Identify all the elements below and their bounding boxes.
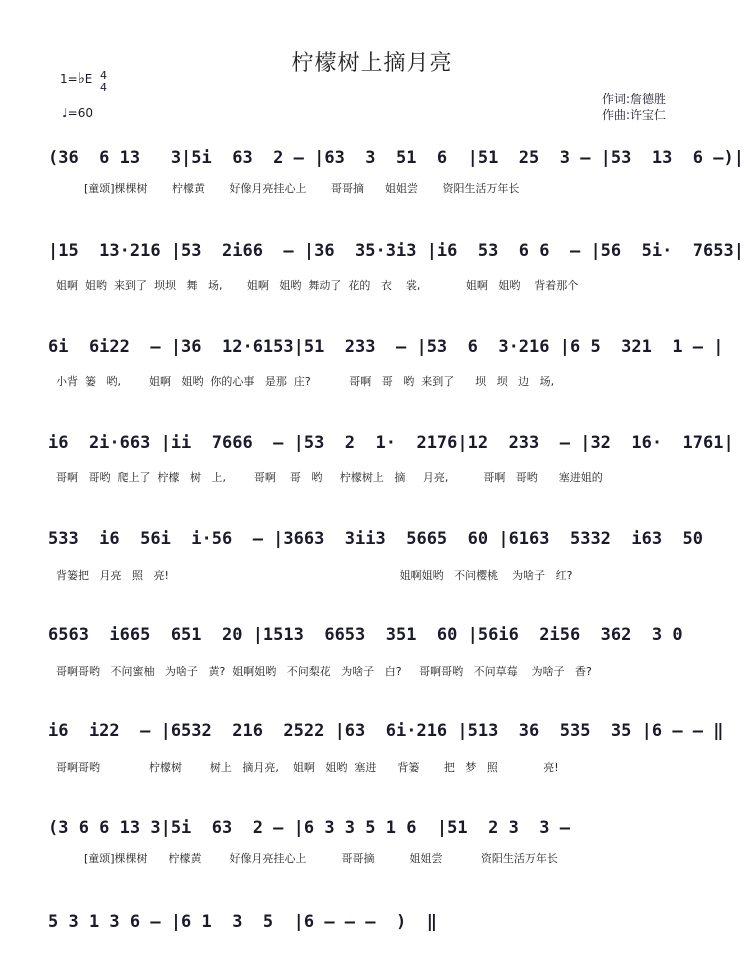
- music-line-7: [0, 721, 744, 774]
- notation-row: (3 6 6 13 3|5i 63 2 – |6 3 3 5 1 6 |51 2 3 3 –: [48, 818, 581, 838]
- notation-row: (36 6 13 3|5i 63 2 – |63 3 51 6 |51 25 3 – |53 13 6 –)|: [48, 148, 744, 168]
- notation-row: i6 2i·663 |ii 7666 – |53 2 1· 2176|12 233 – |32 16· 1761|: [48, 433, 734, 453]
- tempo-value: =60: [67, 106, 93, 120]
- music-line-2: [0, 241, 744, 292]
- notation-row: |15 13·216 |53 2i66 – |36 35·3i3 |i6 53 6 6 – |56 5i· 7653|: [48, 241, 744, 261]
- notation-row: 6i 6i22 – |36 12·6153|51 233 – |53 6 3·216 |6 5 321 1 – |: [48, 337, 724, 357]
- tempo-marking: [62, 106, 93, 120]
- time-signature: [100, 70, 107, 94]
- lyrics-row: 哥啊哥哟 柠檬树 树上 摘月亮, 姐啊 姐哟 塞进 背篓 把 梦 照 亮!: [56, 761, 559, 774]
- lyricist-credit: 作词:詹德胜: [602, 92, 667, 106]
- time-denominator: 4: [100, 81, 107, 94]
- music-line-9: [0, 912, 744, 952]
- key-signature: [60, 69, 107, 94]
- lyrics-row: 哥啊 哥哟 爬上了 柠檬 树 上, 哥啊 哥 哟 柠檬树上 摘 月亮, 哥啊 哥哟 塞进姐的: [56, 471, 603, 484]
- key-prefix: 1=: [60, 72, 78, 86]
- flat-icon: ♭: [77, 69, 85, 87]
- lyrics-row: 姐啊 姐哟 来到了 坝坝 舞 场, 姐啊 姐哟 舞动了 花的 衣 裳, 姐啊 姐哟 背着那个: [56, 279, 579, 292]
- notation-row: i6 i22 – |6532 216 2522 |63 6i·216 |513 36 535 35 |6 – – ‖: [48, 721, 724, 741]
- music-line-4: [0, 433, 744, 484]
- time-numerator: 4: [100, 69, 107, 82]
- music-line-1: [0, 148, 744, 195]
- credits: [602, 91, 666, 123]
- lyrics-row: 哥啊哥哟 不问蜜柚 为啥子 黄? 姐啊姐哟 不问梨花 为啥子 白? 哥啊哥哟 不问草莓 为啥子 香?: [56, 665, 592, 678]
- notation-row: 5 3 1 3 6 – |6 1 3 5 |6 – – – ) ‖: [48, 912, 437, 932]
- music-line-6: [0, 625, 744, 678]
- quarter-note-icon: ♩: [62, 106, 68, 120]
- notation-row: 533 i6 56i i·56 – |3663 3ii3 5665 60 |6163 5332 i63 50: [48, 529, 714, 549]
- music-line-3: [0, 337, 744, 388]
- music-line-5: [0, 529, 744, 582]
- lyrics-row: 背篓把 月亮 照 亮! 姐啊姐哟 不问樱桃 为啥子 红?: [56, 569, 573, 582]
- lyrics-row: [童颂]棵棵树 柠檬黄 好像月亮挂心上 哥哥摘 姐姐尝 资阳生活万年长: [56, 182, 520, 195]
- composer-credit: 作曲:许宝仁: [602, 108, 667, 122]
- song-title: 柠檬树上摘月亮: [291, 51, 453, 76]
- lyrics-row: [童颂]棵棵树 柠檬黄 好像月亮挂心上 哥哥摘 姐姐尝 资阳生活万年长: [56, 852, 558, 865]
- notation-row: 6563 i665 651 20 |1513 6653 351 60 |56i6 2i56 362 3 0: [48, 625, 693, 645]
- lyrics-row: 小背 篓 哟, 姐啊 姐哟 你的心事 是那 庄? 哥啊 哥 哟 来到了 坝 坝 边 场,: [56, 375, 555, 388]
- key-note: E: [84, 72, 93, 86]
- music-line-8: [0, 818, 744, 865]
